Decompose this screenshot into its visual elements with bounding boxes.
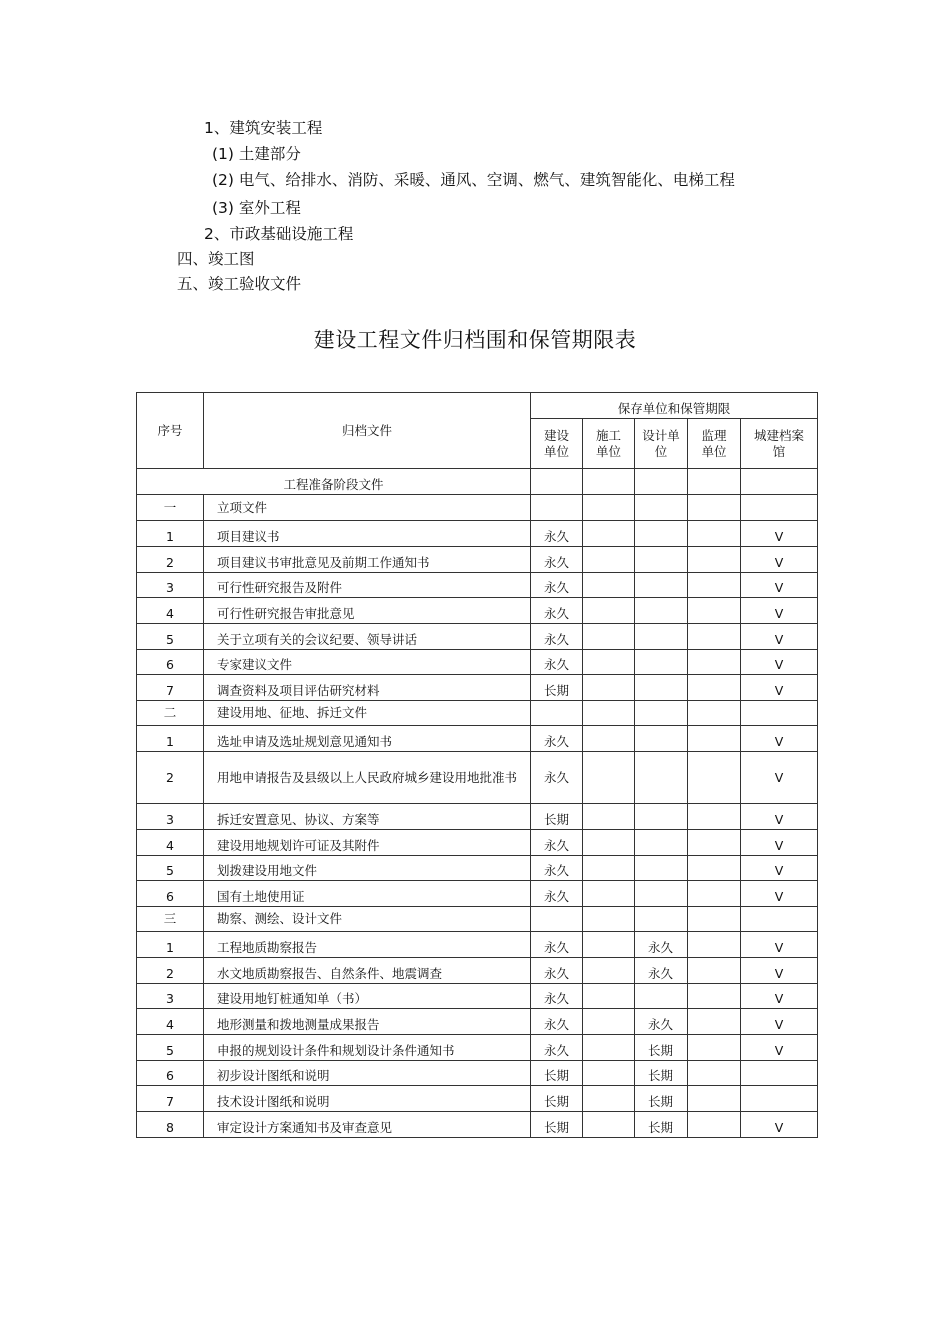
row-file-name: 调查资料及项目评估研究材料 [204, 675, 531, 701]
cell-shigong [583, 675, 635, 701]
row-number: 7 [137, 1086, 204, 1112]
cell-shigong [583, 650, 635, 675]
cell-sheji [635, 598, 688, 624]
empty-cell [741, 701, 818, 726]
cell-jianli [688, 932, 741, 958]
table-row [137, 624, 818, 650]
archive-table [136, 392, 818, 1138]
cell-shigong [583, 856, 635, 881]
section-number: 一 [137, 495, 204, 521]
cell-shigong [583, 804, 635, 830]
table-row [137, 650, 818, 675]
cell-shigong [583, 1035, 635, 1061]
row-file-name: 技术设计图纸和说明 [204, 1086, 531, 1112]
row-file-name: 专家建议文件 [204, 650, 531, 675]
header-seq: 序号 [137, 393, 204, 469]
cell-jianshe: 永久 [531, 830, 583, 856]
cell-jianli [688, 1009, 741, 1035]
row-number: 7 [137, 675, 204, 701]
row-number: 2 [137, 958, 204, 984]
empty-cell [741, 495, 818, 521]
row-number: 1 [137, 521, 204, 547]
cell-chengjian-mark: V [741, 521, 818, 547]
cell-chengjian-mark: V [741, 650, 818, 675]
cell-jianli [688, 1086, 741, 1112]
cell-chengjian-mark: V [741, 1009, 818, 1035]
row-file-name: 可行性研究报告审批意见 [204, 598, 531, 624]
cell-sheji [635, 521, 688, 547]
cell-jianshe: 长期 [531, 804, 583, 830]
cell-shigong [583, 573, 635, 598]
cell-jianli [688, 804, 741, 830]
row-number: 6 [137, 650, 204, 675]
cell-shigong [583, 1061, 635, 1086]
row-number: 2 [137, 547, 204, 573]
cell-shigong [583, 598, 635, 624]
cell-sheji: 永久 [635, 1009, 688, 1035]
table-row [137, 726, 818, 752]
cell-chengjian-mark: V [741, 598, 818, 624]
row-file-name: 用地申请报告及县级以上人民政府城乡建设用地批准书 [204, 752, 531, 804]
cell-jianli [688, 573, 741, 598]
row-file-name: 建设用地规划许可证及其附件 [204, 830, 531, 856]
cell-jianshe: 永久 [531, 1035, 583, 1061]
cell-jianshe: 长期 [531, 675, 583, 701]
row-file-name: 国有土地使用证 [204, 881, 531, 907]
table-row [137, 1009, 818, 1035]
table-row [137, 752, 818, 804]
cell-jianli [688, 752, 741, 804]
section-row [137, 495, 818, 521]
table-row [137, 984, 818, 1009]
cell-chengjian-mark: V [741, 958, 818, 984]
row-number: 4 [137, 1009, 204, 1035]
empty-cell [741, 907, 818, 932]
table-row [137, 1061, 818, 1086]
outline-item: (3) 室外工程 [212, 199, 301, 217]
outline-item: 四、竣工图 [177, 250, 255, 268]
header-col-jianli: 监理 单位 [688, 419, 741, 469]
section-number: 三 [137, 907, 204, 932]
row-file-name: 地形测量和拨地测量成果报告 [204, 1009, 531, 1035]
cell-chengjian-mark: V [741, 675, 818, 701]
cell-shigong [583, 1112, 635, 1138]
row-number: 6 [137, 881, 204, 907]
table-row [137, 958, 818, 984]
row-number: 3 [137, 804, 204, 830]
cell-jianshe: 永久 [531, 726, 583, 752]
section-row [137, 907, 818, 932]
row-file-name: 初步设计图纸和说明 [204, 1061, 531, 1086]
cell-shigong [583, 521, 635, 547]
empty-cell [635, 701, 688, 726]
cell-sheji [635, 984, 688, 1009]
outline-item: 1、建筑安装工程 [204, 119, 323, 137]
cell-sheji: 长期 [635, 1035, 688, 1061]
cell-jianshe: 永久 [531, 624, 583, 650]
table-row [137, 1086, 818, 1112]
cell-chengjian-mark [741, 1086, 818, 1112]
cell-chengjian-mark: V [741, 830, 818, 856]
header-col-jianshe: 建设 单位 [531, 419, 583, 469]
header-row [137, 393, 818, 419]
cell-jianli [688, 1035, 741, 1061]
row-number: 3 [137, 984, 204, 1009]
cell-jianli [688, 1112, 741, 1138]
empty-cell [688, 907, 741, 932]
table-row [137, 881, 818, 907]
cell-chengjian-mark: V [741, 932, 818, 958]
stage-label: 工程准备阶段文件 [137, 469, 531, 495]
cell-sheji [635, 624, 688, 650]
cell-jianshe: 永久 [531, 984, 583, 1009]
row-file-name: 工程地质勘察报告 [204, 932, 531, 958]
header-group: 保存单位和保管期限 [531, 393, 818, 419]
cell-jianshe: 永久 [531, 856, 583, 881]
section-title: 勘察、测绘、设计文件 [204, 907, 531, 932]
cell-shigong [583, 1009, 635, 1035]
empty-cell [583, 495, 635, 521]
row-number: 2 [137, 752, 204, 804]
cell-jianshe: 长期 [531, 1061, 583, 1086]
cell-jianshe: 永久 [531, 598, 583, 624]
cell-sheji: 永久 [635, 958, 688, 984]
cell-sheji [635, 675, 688, 701]
cell-sheji: 永久 [635, 932, 688, 958]
cell-jianli [688, 726, 741, 752]
row-file-name: 项目建议书 [204, 521, 531, 547]
cell-jianli [688, 547, 741, 573]
cell-shigong [583, 547, 635, 573]
cell-jianshe: 永久 [531, 881, 583, 907]
cell-shigong [583, 726, 635, 752]
cell-jianshe: 永久 [531, 1009, 583, 1035]
empty-cell [635, 907, 688, 932]
row-number: 6 [137, 1061, 204, 1086]
row-file-name: 审定设计方案通知书及审查意见 [204, 1112, 531, 1138]
cell-jianshe: 永久 [531, 547, 583, 573]
row-number: 3 [137, 573, 204, 598]
cell-shigong [583, 932, 635, 958]
cell-jianli [688, 856, 741, 881]
row-number: 4 [137, 830, 204, 856]
cell-jianshe: 长期 [531, 1112, 583, 1138]
cell-jianli [688, 830, 741, 856]
cell-sheji [635, 650, 688, 675]
cell-jianshe: 永久 [531, 521, 583, 547]
cell-chengjian-mark: V [741, 752, 818, 804]
cell-jianshe: 永久 [531, 573, 583, 598]
table-row [137, 1112, 818, 1138]
row-number: 5 [137, 624, 204, 650]
cell-chengjian-mark: V [741, 856, 818, 881]
row-file-name: 申报的规划设计条件和规划设计条件通知书 [204, 1035, 531, 1061]
row-number: 8 [137, 1112, 204, 1138]
cell-shigong [583, 830, 635, 856]
cell-jianshe: 永久 [531, 752, 583, 804]
section-title: 立项文件 [204, 495, 531, 521]
cell-sheji [635, 752, 688, 804]
table-row [137, 830, 818, 856]
outline-item: 五、竣工验收文件 [177, 275, 302, 293]
row-number: 1 [137, 726, 204, 752]
cell-shigong [583, 984, 635, 1009]
cell-jianli [688, 521, 741, 547]
row-file-name: 水文地质勘察报告、自然条件、地震调查 [204, 958, 531, 984]
table-row [137, 1035, 818, 1061]
empty-cell [583, 907, 635, 932]
cell-chengjian-mark [741, 1061, 818, 1086]
row-file-name: 可行性研究报告及附件 [204, 573, 531, 598]
cell-jianli [688, 958, 741, 984]
empty-cell [531, 701, 583, 726]
cell-jianli [688, 881, 741, 907]
cell-sheji [635, 573, 688, 598]
header-col-chengjian: 城建档案 馆 [741, 419, 818, 469]
cell-chengjian-mark: V [741, 1035, 818, 1061]
cell-shigong [583, 752, 635, 804]
outline-item: (2) 电气、给排水、消防、采暖、通风、空调、燃气、建筑智能化、电梯工程 [212, 171, 735, 189]
cell-jianshe: 永久 [531, 650, 583, 675]
cell-chengjian-mark: V [741, 881, 818, 907]
cell-shigong [583, 958, 635, 984]
row-number: 5 [137, 1035, 204, 1061]
cell-chengjian-mark: V [741, 804, 818, 830]
empty-cell [531, 907, 583, 932]
cell-chengjian-mark: V [741, 624, 818, 650]
cell-sheji [635, 881, 688, 907]
cell-jianshe: 长期 [531, 1086, 583, 1112]
row-number: 4 [137, 598, 204, 624]
empty-cell [688, 495, 741, 521]
cell-jianshe: 永久 [531, 932, 583, 958]
section-number: 二 [137, 701, 204, 726]
row-number: 5 [137, 856, 204, 881]
cell-sheji [635, 547, 688, 573]
cell-shigong [583, 624, 635, 650]
cell-shigong [583, 881, 635, 907]
header-col-sheji: 设计单 位 [635, 419, 688, 469]
row-file-name: 划拨建设用地文件 [204, 856, 531, 881]
cell-jianli [688, 624, 741, 650]
row-number: 1 [137, 932, 204, 958]
table-row [137, 675, 818, 701]
cell-jianli [688, 598, 741, 624]
cell-chengjian-mark: V [741, 573, 818, 598]
section-title: 建设用地、征地、拆迁文件 [204, 701, 531, 726]
cell-chengjian-mark: V [741, 984, 818, 1009]
table-row [137, 521, 818, 547]
row-file-name: 拆迁安置意见、协议、方案等 [204, 804, 531, 830]
empty-cell [688, 701, 741, 726]
cell-sheji [635, 804, 688, 830]
table-row [137, 598, 818, 624]
cell-sheji [635, 856, 688, 881]
cell-sheji [635, 726, 688, 752]
row-file-name: 建设用地钉桩通知单（书） [204, 984, 531, 1009]
empty-cell [635, 495, 688, 521]
cell-chengjian-mark: V [741, 726, 818, 752]
cell-shigong [583, 1086, 635, 1112]
document-title: 建设工程文件归档围和保管期限表 [313, 328, 637, 352]
cell-chengjian-mark: V [741, 1112, 818, 1138]
cell-sheji: 长期 [635, 1112, 688, 1138]
header-file: 归档文件 [204, 393, 531, 469]
cell-sheji [635, 830, 688, 856]
empty-cell [531, 495, 583, 521]
cell-jianli [688, 1061, 741, 1086]
table-row [137, 804, 818, 830]
empty-cell [583, 701, 635, 726]
cell-sheji: 长期 [635, 1061, 688, 1086]
row-file-name: 关于立项有关的会议纪要、领导讲话 [204, 624, 531, 650]
cell-jianli [688, 650, 741, 675]
section-row [137, 701, 818, 726]
cell-chengjian-mark: V [741, 547, 818, 573]
table-row [137, 856, 818, 881]
table-row [137, 932, 818, 958]
cell-sheji: 长期 [635, 1086, 688, 1112]
cell-jianli [688, 675, 741, 701]
outline-item: (1) 土建部分 [212, 145, 301, 163]
row-file-name: 项目建议书审批意见及前期工作通知书 [204, 547, 531, 573]
outline-item: 2、市政基础设施工程 [204, 225, 354, 243]
stage-row [137, 469, 818, 495]
table-row [137, 573, 818, 598]
table-row [137, 547, 818, 573]
cell-jianli [688, 984, 741, 1009]
cell-jianshe: 永久 [531, 958, 583, 984]
header-col-shigong: 施工 单位 [583, 419, 635, 469]
row-file-name: 选址申请及选址规划意见通知书 [204, 726, 531, 752]
